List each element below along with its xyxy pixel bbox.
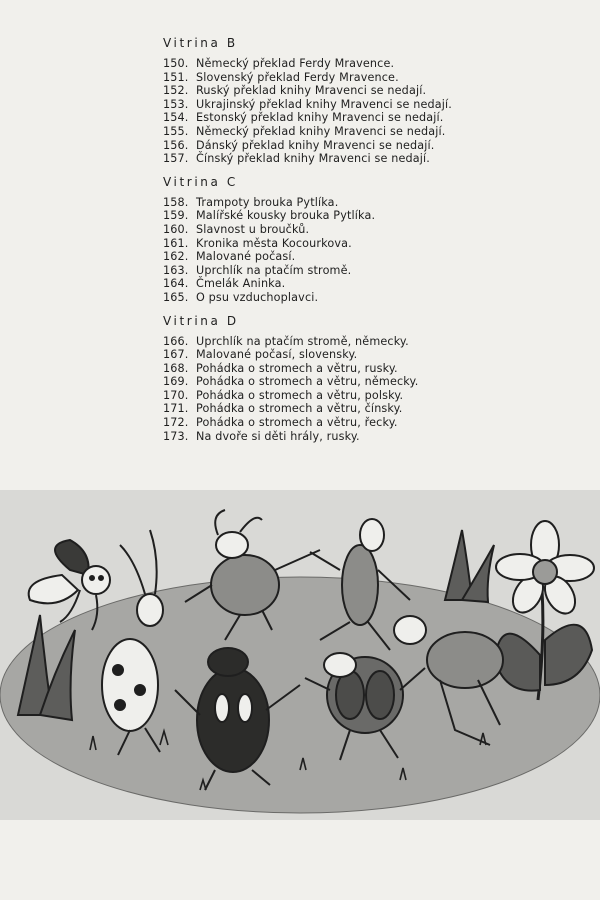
- entry-text: Pohádka o stromech a větru, čínsky.: [196, 402, 403, 416]
- entry-text: Německý překlad knihy Mravenci se nedají.: [196, 124, 446, 138]
- entry-text: Dánský překlad knihy Mravenci se nedají.: [196, 138, 435, 152]
- entry-number: 166.: [163, 334, 189, 348]
- list-item: [163, 348, 563, 362]
- section-title: Vitrina B: [163, 36, 238, 50]
- list-item: [163, 196, 563, 210]
- entry-list: [163, 196, 563, 305]
- entry-text: Čínský překlad knihy Mravenci se nedají.: [196, 152, 430, 166]
- list-item: [163, 139, 563, 153]
- entry-number: 152.: [163, 84, 189, 98]
- entry-number: 158.: [163, 195, 189, 209]
- entry-number: 171.: [163, 402, 189, 416]
- entry-text: Uprchlík na ptačím stromě.: [196, 263, 352, 277]
- dancing-insects-illustration: [0, 490, 600, 820]
- list-item: [163, 223, 563, 237]
- entry-text: Slavnost u broučků.: [196, 222, 310, 236]
- entry-number: 153.: [163, 97, 189, 111]
- list-item: [163, 389, 563, 403]
- list-item: [163, 264, 563, 278]
- section-title: Vitrina C: [163, 174, 238, 189]
- entry-text: Malované počasí.: [196, 250, 296, 264]
- entry-number: 151.: [163, 70, 189, 84]
- list-item: [163, 402, 563, 416]
- entry-number: 155.: [163, 124, 189, 138]
- black-beetle-body: [197, 668, 269, 772]
- list-item: [163, 430, 563, 444]
- entry-number: 154.: [163, 111, 189, 125]
- entry-text: Pohádka o stromech a větru, řecky.: [196, 416, 398, 430]
- entry-text: Pohádka o stromech a větru, rusky.: [196, 361, 398, 375]
- entry-number: 156.: [163, 138, 189, 152]
- entry-text: Na dvoře si děti hrály, rusky.: [196, 429, 360, 443]
- list-item: [163, 335, 563, 349]
- list-item: [163, 362, 563, 376]
- entry-number: 164.: [163, 277, 189, 291]
- entry-list: [163, 57, 563, 166]
- top-beetle-body: [211, 555, 279, 615]
- list-item: [163, 71, 563, 85]
- list-item: [163, 291, 563, 305]
- meadow: [0, 577, 600, 813]
- exhibition-catalog: [163, 36, 563, 452]
- list-item: [163, 250, 563, 264]
- list-item: [163, 152, 563, 166]
- entry-text: O psu vzduchoplavci.: [196, 290, 319, 304]
- section-vitrina-d: [163, 314, 563, 444]
- entry-text: Pohádka o stromech a větru, polsky.: [196, 388, 404, 402]
- entry-number: 161.: [163, 236, 189, 250]
- section-vitrina-b: [163, 36, 563, 166]
- entry-number: 167.: [163, 348, 189, 362]
- entry-number: 162.: [163, 250, 189, 264]
- entry-number: 173.: [163, 429, 189, 443]
- entry-number: 170.: [163, 388, 189, 402]
- entry-text: Uprchlík na ptačím stromě, německy.: [196, 334, 409, 348]
- entry-list: [163, 335, 563, 444]
- list-item: [163, 375, 563, 389]
- far-right-beetle-body: [427, 632, 503, 688]
- list-item: [163, 277, 563, 291]
- entry-number: 169.: [163, 375, 189, 389]
- ladybug-body: [102, 639, 158, 731]
- list-item: [163, 84, 563, 98]
- entry-text: Ruský překlad knihy Mravenci se nedají.: [196, 84, 427, 98]
- ladybug-head: [137, 594, 163, 626]
- list-item: [163, 237, 563, 251]
- entry-number: 160.: [163, 222, 189, 236]
- entry-text: Ukrajinský překlad knihy Mravenci se nedají.: [196, 97, 452, 111]
- entry-text: Kronika města Kocourkova.: [196, 236, 352, 250]
- entry-number: 150.: [163, 57, 189, 70]
- entry-number: 159.: [163, 209, 189, 223]
- entry-text: Čmelák Aninka.: [196, 277, 286, 291]
- entry-number: 168.: [163, 361, 189, 375]
- entry-number: 172.: [163, 416, 189, 430]
- entry-text: Trampoty brouka Pytlíka.: [196, 195, 339, 209]
- entry-text: Malířské kousky brouka Pytlíka.: [196, 209, 376, 223]
- illustration-drawing: [0, 490, 600, 820]
- list-item: [163, 111, 563, 125]
- entry-number: 163.: [163, 263, 189, 277]
- list-item: [163, 98, 563, 112]
- entry-text: Malované počasí, slovensky.: [196, 348, 358, 362]
- section-vitrina-c: [163, 175, 563, 305]
- entry-text: Estonský překlad knihy Mravenci se nedají.: [196, 111, 444, 125]
- entry-text: Slovenský překlad Ferdy Mravence.: [196, 70, 399, 84]
- entry-text: Pohádka o stromech a větru, německy.: [196, 375, 419, 389]
- section-title: Vitrina D: [163, 313, 239, 328]
- entry-number: 165.: [163, 290, 189, 304]
- right-dancer-body: [342, 545, 378, 625]
- entry-text: Německý překlad Ferdy Mravence.: [196, 57, 395, 70]
- entry-number: 157.: [163, 152, 189, 166]
- list-item: [163, 416, 563, 430]
- list-item: [163, 209, 563, 223]
- list-item: [163, 57, 563, 71]
- list-item: [163, 125, 563, 139]
